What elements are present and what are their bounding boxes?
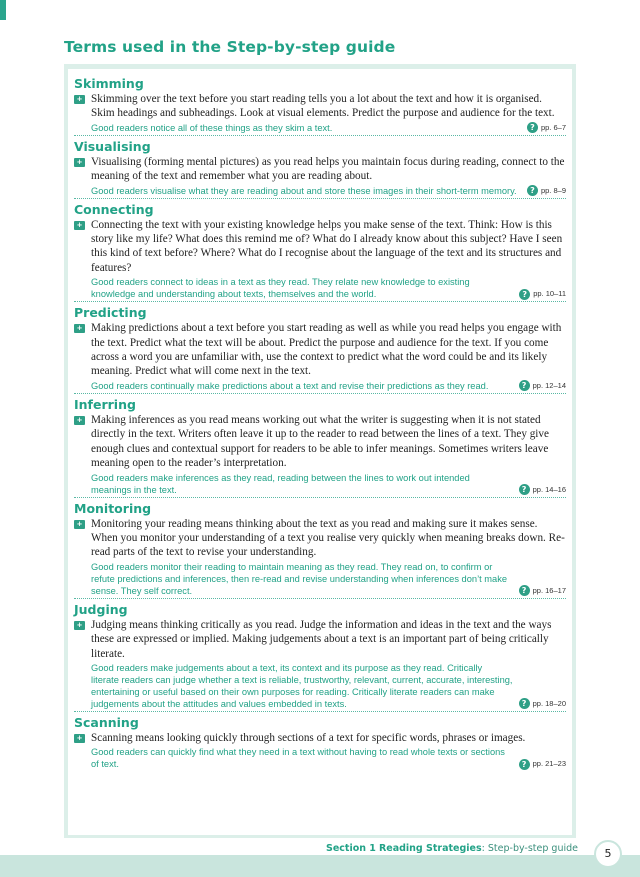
term-body-row <box>74 413 566 471</box>
term-note: Good readers make inferences as they read, reading between the lines to work out intended meanings in the text. <box>91 472 470 495</box>
term-note-row <box>74 122 566 134</box>
question-circle-icon: ? <box>519 698 530 709</box>
term-title: Monitoring <box>74 500 152 516</box>
page-reference <box>527 122 566 134</box>
term-body-row <box>74 731 566 745</box>
term-section <box>74 601 566 712</box>
term-note-row <box>74 185 566 197</box>
term-note: Good readers connect to ideas in a text as they read. They relate new knowledge to existing knowledge and understanding about texts, themselves and the world. <box>91 277 470 300</box>
term-section <box>74 201 566 303</box>
term-note: Good readers monitor their reading to maintain meaning as they read. They read on, to confirm or refute predictions and inferences, then re-read and revise understanding when inferences don’t make sense. They self correct. <box>91 561 508 596</box>
edge-strip <box>0 0 6 20</box>
page-reference <box>519 484 566 496</box>
page-reference <box>519 288 566 300</box>
terms-panel <box>64 64 576 838</box>
term-note-row <box>74 472 566 496</box>
term-note-row <box>74 746 566 770</box>
term-body-row <box>74 218 566 276</box>
term-description: Monitoring your reading means thinking about the text as you read and making sure it makes sense. When you monitor your understanding of a text you realise very quickly when meaning breaks down. Re-read parts of the text to revise your understanding. <box>91 517 565 559</box>
page-range: pp. 14–16 <box>532 484 566 494</box>
page-range: pp. 6–7 <box>540 122 566 132</box>
footer-section-name: Reading Strategies <box>378 843 482 854</box>
term-note-row <box>74 561 566 597</box>
page-range: pp. 18–20 <box>532 698 566 708</box>
page-reference <box>519 585 566 597</box>
question-circle-icon: ? <box>519 380 530 391</box>
term-section <box>74 500 566 599</box>
term-note: Good readers notice all of these things as they skim a text. <box>91 122 333 133</box>
term-body-row <box>74 155 566 184</box>
term-title: Judging <box>74 601 128 617</box>
term-body-row <box>74 517 566 560</box>
plus-square-icon: + <box>74 520 85 529</box>
term-title: Inferring <box>74 396 136 412</box>
term-note: Good readers visualise what they are reading about and store these images in their short-term memory. <box>91 185 517 196</box>
term-description: Judging means thinking critically as you read. Judge the information and ideas in the text and the ways these are expressed or implied. Making judgements about a text is an important part of being critically literate. <box>91 618 552 660</box>
term-description: Making inferences as you read means working out what the writer is suggesting when it is not stated directly in the text. Writers often leave it up to the reader to read between the lines of a text. They give enough clues and contextual support for readers to be able to infer meanings. Sometimes writers leave meaning open to the reader’s interpretation. <box>91 413 549 470</box>
term-title: Connecting <box>74 201 154 217</box>
term-title: Predicting <box>74 305 147 321</box>
page-reference <box>527 185 566 197</box>
plus-square-icon: + <box>74 734 85 743</box>
term-description: Visualising (forming mental pictures) as you read helps you maintain focus during reading, connect to the meaning of the text and remember what you are reading about. <box>91 155 565 183</box>
term-title: Scanning <box>74 714 139 730</box>
term-note-row <box>74 662 566 710</box>
page-range: pp. 16–17 <box>532 585 566 595</box>
term-note: Good readers continually make predictions about a text and revise their predictions as they read. <box>91 380 489 391</box>
header-band <box>0 0 640 68</box>
page-number: 5 <box>594 840 622 868</box>
question-circle-icon: ? <box>519 484 530 495</box>
term-note: Good readers can quickly find what they need in a text without having to read whole texts or sections of text. <box>91 747 505 770</box>
term-title: Skimming <box>74 76 144 91</box>
footer-guide-name: Step-by-step guide <box>487 843 578 854</box>
footer-text: Section 1 Reading Strategies: Step-by-step guide <box>325 843 578 854</box>
page-range: pp. 12–14 <box>532 380 566 390</box>
terms-box <box>68 69 572 835</box>
term-section <box>74 304 566 394</box>
plus-square-icon: + <box>74 324 85 333</box>
page-reference <box>519 380 566 392</box>
page-title: Terms used in the Step-by-step guide <box>64 38 396 56</box>
term-body-row <box>74 618 566 661</box>
plus-square-icon: + <box>74 221 85 230</box>
page-range: pp. 21–23 <box>532 759 566 769</box>
question-circle-icon: ? <box>527 122 538 133</box>
plus-square-icon: + <box>74 621 85 630</box>
term-description: Making predictions about a text before you start reading as well as while you read helps you engage with the text. Predict what the text will be about. Predict the purpose and audience for the text. If you come across a word you are unfamiliar with, use the context to predict what the word could be and its likely meaning. Predict what will come next in the text. <box>91 322 562 378</box>
question-circle-icon: ? <box>519 585 530 596</box>
term-note-row <box>74 380 566 392</box>
term-section <box>74 396 566 498</box>
question-circle-icon: ? <box>519 289 530 300</box>
term-body-row <box>74 92 566 121</box>
term-description: Scanning means looking quickly through sections of a text for specific words, phrases or images. <box>91 731 526 744</box>
plus-square-icon: + <box>74 158 85 167</box>
term-body-row <box>74 321 566 379</box>
plus-square-icon: + <box>74 416 85 425</box>
term-section <box>74 714 566 771</box>
footer-bar <box>0 855 640 877</box>
term-description: Skimming over the text before you start reading tells you a lot about the text and how it is organised. Skim headings and subheadings. Look at visual elements. Predict the purpose and audience for the text. <box>91 93 555 120</box>
page-range: pp. 10–11 <box>533 289 566 299</box>
term-description: Connecting the text with your existing knowledge helps you make sense of the text. Think: How is this story like my life? What does this remind me of? What do I already know about this subject? Have I seen this kind of text before? Where? What do I recognise about the language of the text and its structures and features? <box>91 218 563 274</box>
page-range: pp. 8–9 <box>540 185 566 195</box>
plus-square-icon: + <box>74 95 85 104</box>
footer-section-label: Section 1 <box>325 843 376 854</box>
page-reference <box>519 758 566 770</box>
term-title: Visualising <box>74 138 151 154</box>
term-section <box>74 138 566 199</box>
question-circle-icon: ? <box>527 185 538 196</box>
term-section <box>74 75 566 136</box>
term-note: Good readers make judgements about a text, its context and its purpose as they read. Critically literate readers can judge whether a text is reliable, trustworthy, relevant, current, accurate, interesting, entertaining or useful based on their own purposes for reading. Critically literate readers can make judgements about the attitudes and values embedded in texts. <box>91 662 513 709</box>
page-reference <box>519 698 566 710</box>
question-circle-icon: ? <box>519 759 530 770</box>
term-note-row <box>74 276 566 300</box>
